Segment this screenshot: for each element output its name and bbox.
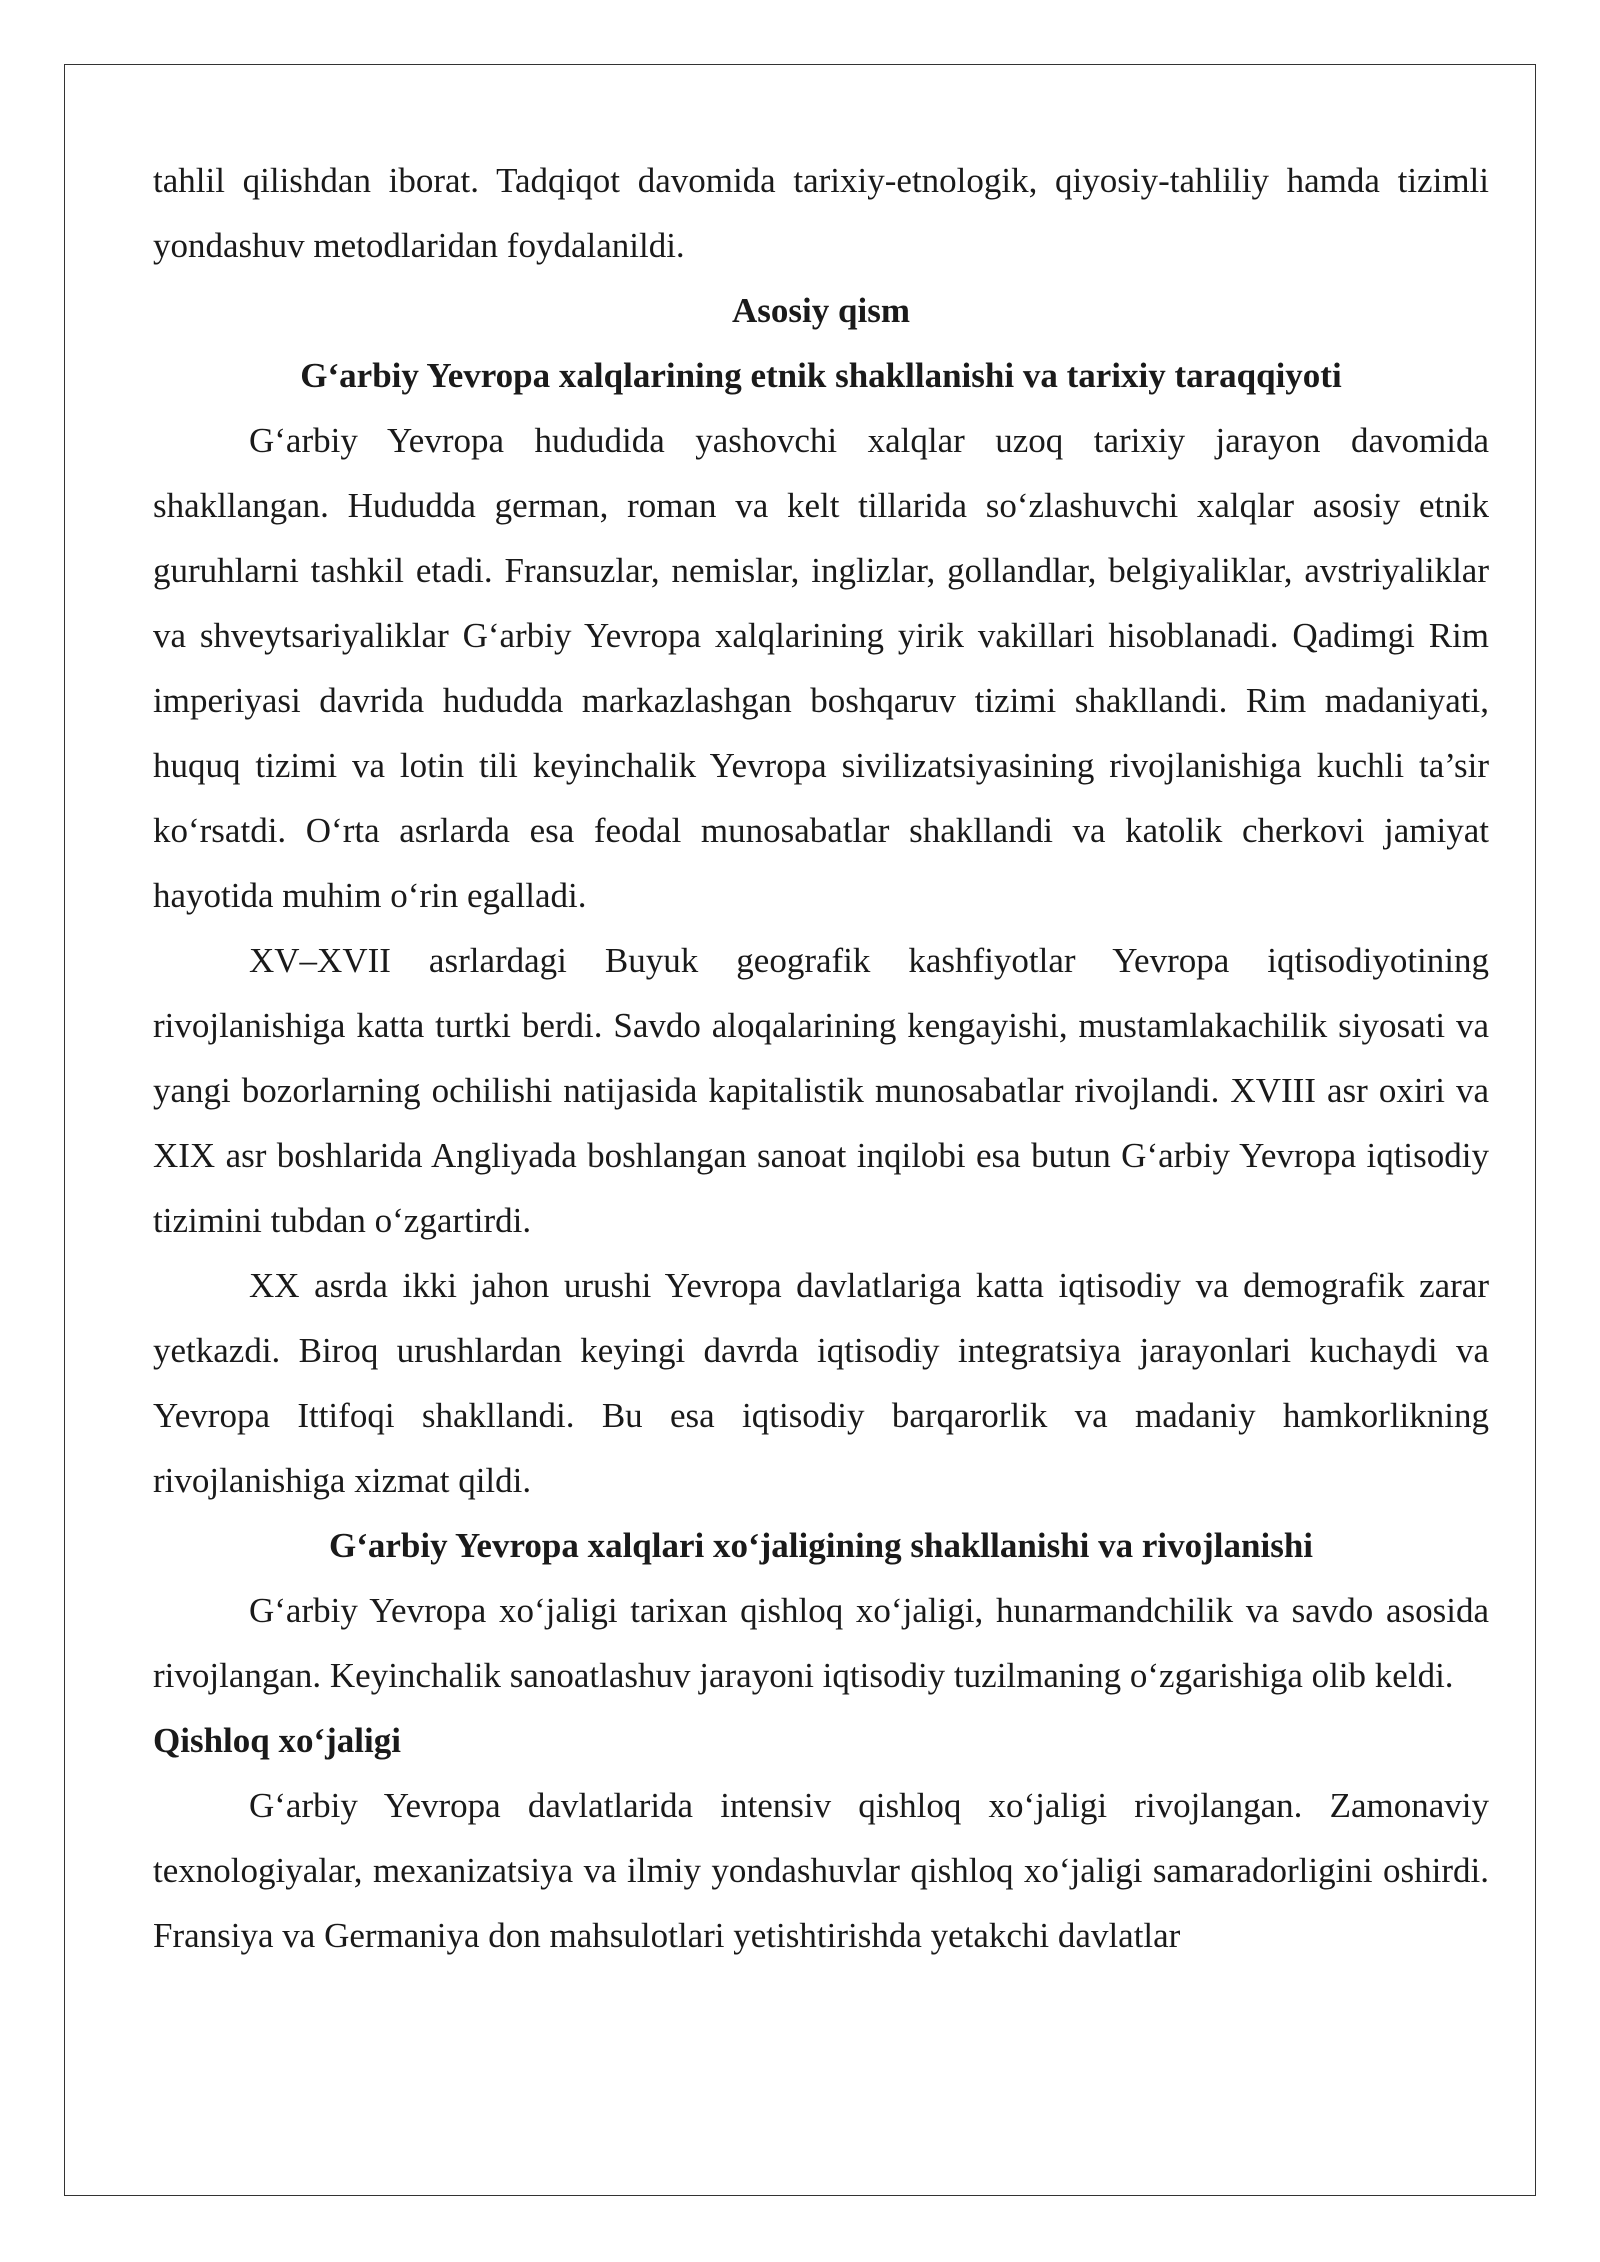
intro-paragraph: tahlil qilishdan iborat. Tadqiqot davomida tarixiy-etnologik, qiyosiy-tahliliy hamda tizimli yondashuv metodlaridan foydalanildi. — [153, 161, 1489, 265]
paragraph-ethnic-formation: G‘arbiy Yevropa hududida yashovchi xalqlar uzoq tarixiy jarayon davomida shakllangan. Hududda german, roman va kelt tillarida so‘zlashuvchi xalqlar asosiy etnik guruhlarni tashkil etadi. Fransuzlar, nemislar, inglizlar, gollandlar, belgiyaliklar, avstriyaliklar va shveytsariyaliklar G‘arbiy Yevropa xalqlarining yirik vakillari hisoblanadi. Qadimgi Rim imperiyasi davrida hududda markazlashgan boshqaruv tizimi shakllandi. Rim madaniyati, huquq tizimi va lotin tili keyinchalik Yevropa sivilizatsiyasining rivojlanishiga kuchli ta’sir ko‘rsatdi. O‘rta asrlarda esa feodal munosabatlar shakllandi va katolik cherkovi jamiyat hayotida muhim o‘rin egalladi. — [153, 421, 1489, 915]
paragraph-geographic-discoveries: XV–XVII asrlardagi Buyuk geografik kashfiyotlar Yevropa iqtisodiyotining rivojlanishiga katta turtki berdi. Savdo aloqalarining kengayishi, mustamlakachilik siyosati va yangi bozorlarning ochilishi natijasida kapitalistik munosabatlar rivojlandi. XVIII asr oxiri va XIX asr boshlarida Angliyada boshlangan sanoat inqilobi esa butun G‘arbiy Yevropa iqtisodiy tizimini tubdan o‘zgartirdi. — [153, 941, 1489, 1240]
document-body — [153, 148, 1489, 1968]
section-title: Asosiy qism — [732, 291, 910, 330]
subsection-title-economy: G‘arbiy Yevropa xalqlari xo‘jaligining shakllanishi va rivojlanishi — [328, 1526, 1314, 1565]
paragraph-economy: G‘arbiy Yevropa xo‘jaligi tarixan qishloq xo‘jaligi, hunarmandchilik va savdo asosida rivojlangan. Keyinchalik sanoatlashuv jarayoni iqtisodiy tuzilmaning o‘zgarishiga olib keldi. — [153, 1591, 1489, 1695]
subsection-title-agriculture: Qishloq xo‘jaligi — [153, 1721, 401, 1760]
subsection-title-ethnic-formation: G‘arbiy Yevropa xalqlarining etnik shakllanishi va tarixiy taraqqiyoti — [300, 356, 1342, 395]
paragraph-twentieth-century: XX asrda ikki jahon urushi Yevropa davlatlariga katta iqtisodiy va demografik zarar yetkazdi. Biroq urushlardan keyingi davrda iqtisodiy integratsiya jarayonlari kuchaydi va Yevropa Ittifoqi shakllandi. Bu esa iqtisodiy barqarorlik va madaniy hamkorlikning rivojlanishiga xizmat qildi. — [153, 1266, 1489, 1500]
paragraph-agriculture: G‘arbiy Yevropa davlatlarida intensiv qishloq xo‘jaligi rivojlangan. Zamonaviy texnologiyalar, mexanizatsiya va ilmiy yondashuvlar qishloq xo‘jaligi samaradorligini oshirdi. Fransiya va Germaniya don mahsulotlari yetishtirishda yetakchi davlatlar — [153, 1786, 1489, 1955]
